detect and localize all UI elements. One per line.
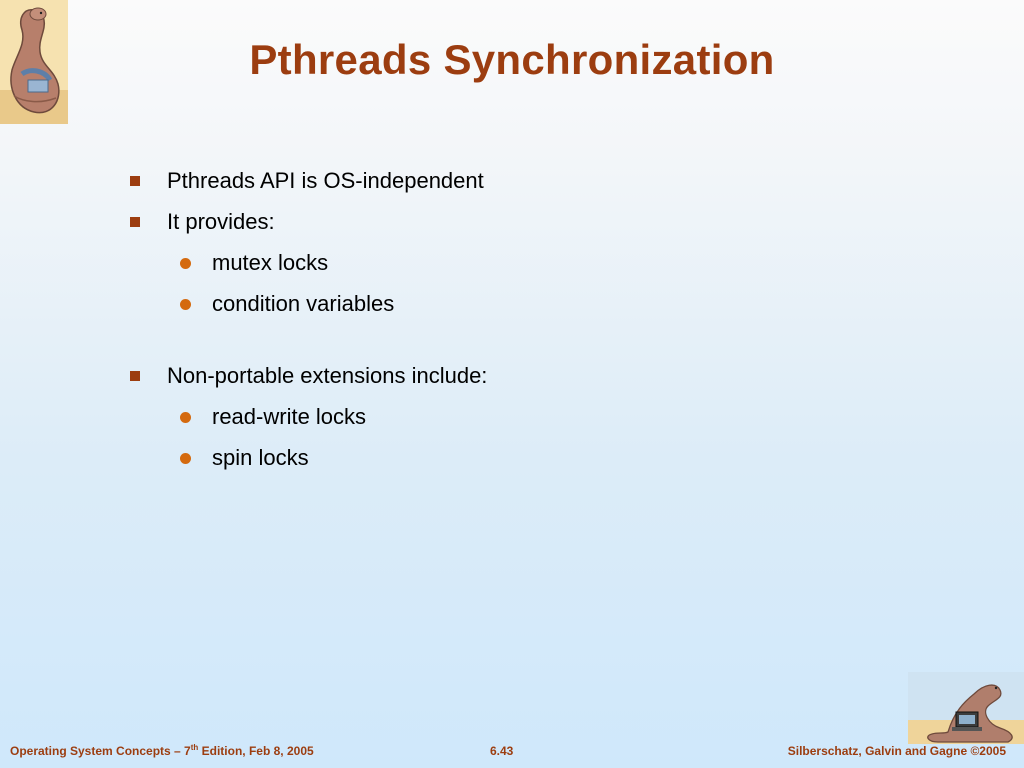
round-bullet-icon bbox=[180, 299, 191, 310]
bullet-text: read-write locks bbox=[212, 404, 367, 429]
footer-course-title: Operating System Concepts – 7th Edition, Feb 8, 2005 bbox=[10, 743, 314, 758]
bullet-text: mutex locks bbox=[212, 250, 329, 275]
square-bullet-icon bbox=[130, 176, 140, 186]
round-bullet-icon bbox=[180, 453, 191, 464]
sub-bullet-item bbox=[130, 289, 487, 319]
footer-page-number: 6.43 bbox=[490, 744, 514, 758]
bullet-list bbox=[130, 166, 487, 484]
bullet-item bbox=[130, 166, 487, 196]
bullet-item bbox=[130, 207, 487, 237]
round-bullet-icon bbox=[180, 412, 191, 423]
bullet-text: It provides: bbox=[167, 209, 275, 234]
bullet-text: Pthreads API is OS-independent bbox=[167, 168, 484, 193]
dinosaur-laptop-logo-icon bbox=[908, 672, 1024, 744]
footer-copyright: Silberschatz, Galvin and Gagne ©2005 bbox=[787, 744, 1006, 758]
sub-bullet-item bbox=[130, 402, 487, 432]
bullet-item bbox=[130, 361, 487, 391]
square-bullet-icon bbox=[130, 217, 140, 227]
square-bullet-icon bbox=[130, 371, 140, 381]
bullet-text: spin locks bbox=[212, 445, 309, 470]
round-bullet-icon bbox=[180, 258, 191, 269]
sub-bullet-item bbox=[130, 443, 487, 473]
bullet-gap bbox=[130, 330, 487, 361]
bullet-text: Non-portable extensions include: bbox=[167, 363, 488, 388]
sub-bullet-item bbox=[130, 248, 487, 278]
bullet-text: condition variables bbox=[212, 291, 395, 316]
slide-title: Pthreads Synchronization bbox=[249, 36, 775, 83]
